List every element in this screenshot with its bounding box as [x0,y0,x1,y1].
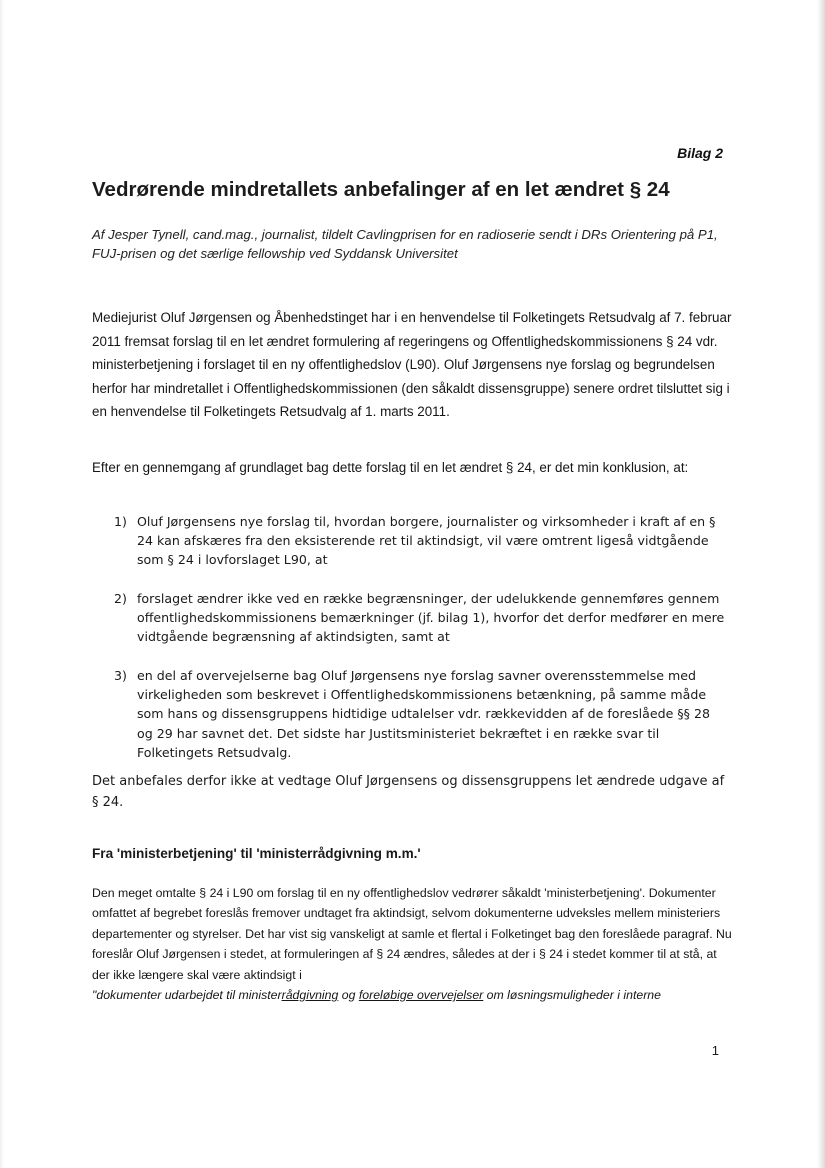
page-number: 1 [711,1043,719,1058]
list-item-number: 1) [114,514,127,529]
list-item-text: forslaget ændrer ikke ved en række begrænsninger, der udelukkende gennemføres gennem offentlighedskommissionens bemærkninger (jf. bilag 1), hvorfor det derfor medfører en mere vidtgående begrænsning af aktindsigten, samt at [137,591,725,645]
quote-underlined-radgivning: rådgivning [281,988,339,1003]
list-item-number: 2) [114,591,127,606]
paragraph-conclusion-lead: Efter en gennemgang af grundlaget bag dette forslag til en let ændret § 24, er det min konklusion, at: [92,460,689,475]
paragraph-intro: Mediejurist Oluf Jørgensen og Åbenhedstinget har i en henvendelse til Folketingets Retsudvalg af 7. februar 2011 fremsat forslag til en let ændret formulering af regeringens og Offentlighedskommissionens § 24 vdr. ministerbetjening i forslaget til en ny offentlighedslov (L90). Oluf Jørgensens nye forslag og begrundelsen herfor har mindretallet i Offentlighedskommissionen (den såkaldt dissensgruppe) senere ordret tilsluttet sig i en henvendelse til Folketingets Retsudvalg af 1. marts 2011. [92,310,732,419]
scan-edge-left [0,0,4,1168]
appendix-label: Bilag 2 [677,145,723,161]
section-paragraph [92,883,732,1005]
author-byline: Af Jesper Tynell, cand.mag., journalist, tildelt Cavlingprisen for en radioserie sendt i DRs Orientering på P1, FUJ-prisen og det særlige fellowship ved Syddansk Universitet [92,227,718,261]
quote-text [92,988,661,1002]
list-item-number: 3) [114,668,127,683]
section-paragraph-text: Den meget omtalte § 24 i L90 om forslag til en ny offentlighedslov vedrører såkaldt 'ministerbetjening'. Dokumenter omfattet af begrebet foreslås fremover undtaget fra aktindsigt, selvom dokumenterne udveksles mellem ministeriers departementer og styrelser. Det har vist sig vanskeligt at samle et flertal i Folketinget bag den foreslåede paragraf. Nu foreslår Oluf Jørgensen i stedet, at formuleringen af § 24 ændres, således at der i § 24 i stedet kommer til at stå, at der ikke længere skal være aktindsigt i [92,886,732,982]
quote-underlined-overvejelser: foreløbige overvejelser [358,988,484,1003]
document-title: Vedrørende mindretallets anbefalinger af en let ændret § 24 [92,178,670,201]
quote-open: "dokumenter udarbejdet til minister [92,988,282,1003]
section-heading: Fra 'ministerbetjening' til 'ministerrådgivning m.m.' [92,846,421,861]
list-item-text: en del af overvejelserne bag Oluf Jørgensens nye forslag savner overensstemmelse med virkeligheden som beskrevet i Offentlighedskommissionens betænkning, på samme måde som hans og dissensgruppens hidtidige udtalelser vdr. rækkevidden af de foreslåede §§ 28 og 29 har savnet det. Det sidste har Justitsministeriet bekræftet i en række svar til Folketingets Retsudvalg. [137,668,711,760]
quote-mid: og [338,988,359,1003]
quote-end: om løsningsmuligheder i interne [483,988,661,1003]
list-item-text: Oluf Jørgensens nye forslag til, hvordan borgere, journalister og virksomheder i kraft af en § 24 kan afskæres fra den eksisterende ret til aktindsigt, vil være omtrent ligeså vidtgående som § 24 i lovforslaget L90, at [137,514,716,568]
scan-edge-right [817,0,825,1168]
recommendation-paragraph: Det anbefales derfor ikke at vedtage Oluf Jørgensens og dissensgruppens let ændrede udgave af § 24. [92,774,725,810]
